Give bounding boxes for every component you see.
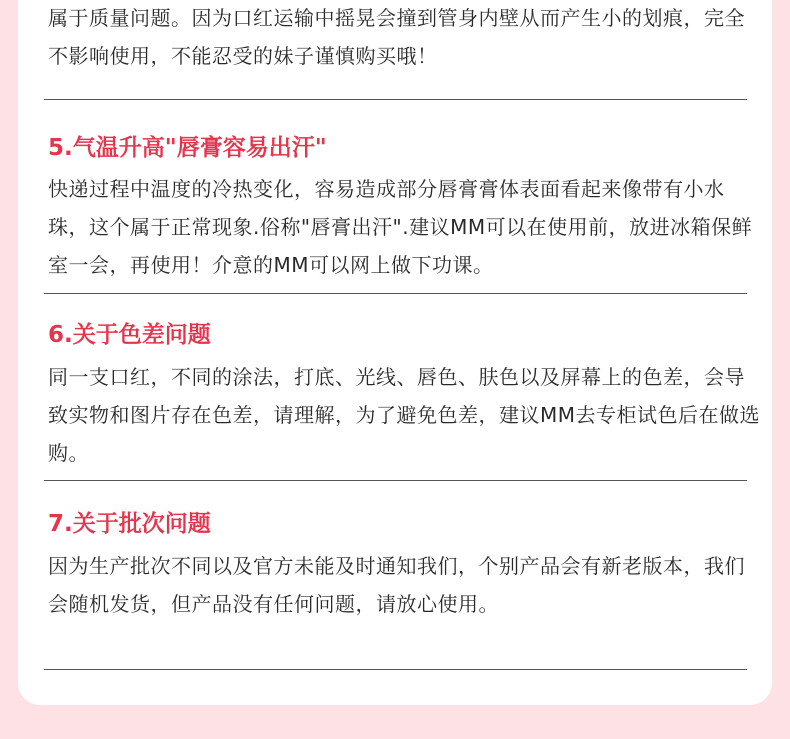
section-body-5: 快递过程中温度的冷热变化，容易造成部分唇膏膏体表面看起来像带有小水珠，这个属于正常现象.俗称"唇膏出汗".建议MM可以在使用前，放进冰箱保鲜室一会，再使用！介意的MM可以网上做下功课。 <box>48 177 753 277</box>
section-divider <box>44 669 747 670</box>
section-title-6: 6.关于色差问题 <box>48 322 211 348</box>
section-body-7: 因为生产批次不同以及官方未能及时通知我们，个别产品会有新老版本，我们会随机发货，但产品没有任何问题，请放心使用。 <box>48 554 745 616</box>
section-divider <box>44 99 747 100</box>
section-divider <box>44 480 747 481</box>
section-divider <box>44 293 747 294</box>
section-title-7: 7.关于批次问题 <box>48 511 211 537</box>
intro-paragraph: 属于质量问题。因为口红运输中摇晃会撞到管身内壁从而产生小的划痕，完全不影响使用，不能忍受的妹子谨慎购买哦！ <box>48 6 745 68</box>
section-title-5: 5.气温升高"唇膏容易出汗" <box>48 135 327 161</box>
section-body-6: 同一支口红，不同的涂法，打底、光线、唇色、肤色以及屏幕上的色差，会导致实物和图片存在色差，请理解，为了避免色差，建议MM去专柜试色后在做选购。 <box>48 365 761 465</box>
